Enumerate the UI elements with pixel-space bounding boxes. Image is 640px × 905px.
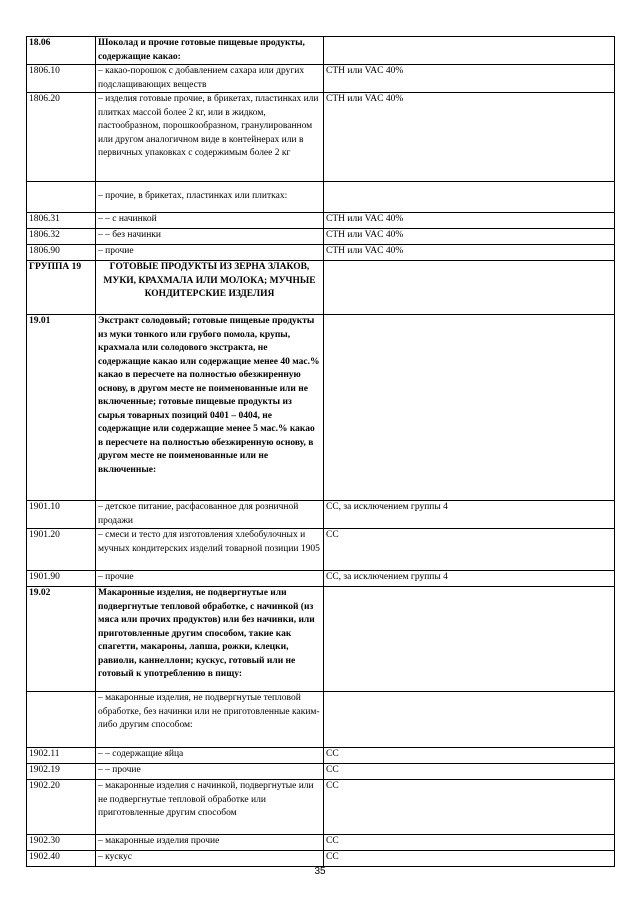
- table-row: [27, 37, 615, 65]
- origin-rule: СТН или VAC 40%: [324, 93, 615, 182]
- table-row: [27, 65, 615, 93]
- origin-rule: [324, 182, 615, 213]
- subheading-description: – макаронные изделия прочие: [96, 835, 324, 851]
- table-row: [27, 529, 615, 571]
- subheading-code: 1901.10: [27, 501, 96, 529]
- table-row: [27, 692, 615, 748]
- subheading-description: – – с начинкой: [96, 213, 324, 229]
- subheading-code: 1901.90: [27, 571, 96, 587]
- heading-code: 18.06: [27, 37, 96, 65]
- subheading-description: – смеси и тесто для изготовления хлебобулочных и мучных кондитерских изделий товарной позиции 1905: [96, 529, 324, 571]
- group-title: ГОТОВЫЕ ПРОДУКТЫ ИЗ ЗЕРНА ЗЛАКОВ, МУКИ, КРАХМАЛА ИЛИ МОЛОКА; МУЧНЫЕ КОНДИТЕРСКИЕ ИЗДЕЛИЯ: [96, 261, 324, 315]
- subheading-code: 1806.10: [27, 65, 96, 93]
- subheading-description: – прочие: [96, 571, 324, 587]
- heading-description: Экстракт солодовый; готовые пищевые продукты из муки тонкого или грубого помола, крупы, крахмала или солодового экстракта, не содержащие какао или содержащие менее 40 мас.% какао в пересчете на полностью обезжиренную основу, в другом месте не поименованные или не включенные; готовые пищевые продукты из сырья товарных позиций 0401 – 0404, не содержащие или содержащие менее 5 мас.% какао в пересчете на полностью обезжиренную основу, в другом месте не поименованные или не включенные:: [96, 315, 324, 501]
- subheading-description: – какао-порошок с добавлением сахара или других подслащивающих веществ: [96, 65, 324, 93]
- table-row: [27, 245, 615, 261]
- subheading-code: 1901.20: [27, 529, 96, 571]
- heading-code: 19.01: [27, 315, 96, 501]
- table-row: [27, 315, 615, 501]
- origin-rule: [324, 37, 615, 65]
- subheading-description: – – прочие: [96, 764, 324, 780]
- subheading-description: – изделия готовые прочие, в брикетах, пластинках или плитках массой более 2 кг, или в жидком, пастообразном, порошкообразном, гранулированном или другом аналогичном виде в контейнерах или в первичных упаковках с содержимым более 2 кг: [96, 93, 324, 182]
- subheading-description: – прочие, в брикетах, пластинках или плитках:: [96, 182, 324, 213]
- subheading-description: – детское питание, расфасованное для розничной продажи: [96, 501, 324, 529]
- subheading-code: 1902.30: [27, 835, 96, 851]
- table-row: [27, 182, 615, 213]
- subheading-description: – – содержащие яйца: [96, 748, 324, 764]
- subheading-code: 1806.20: [27, 93, 96, 182]
- subheading-code: [27, 692, 96, 748]
- origin-rule: СС, за исключением группы 4: [324, 501, 615, 529]
- table-row: [27, 261, 615, 315]
- subheading-description: – прочие: [96, 245, 324, 261]
- table-row: [27, 851, 615, 867]
- origin-rule: [324, 261, 615, 315]
- table-row: [27, 213, 615, 229]
- subheading-code: 1806.31: [27, 213, 96, 229]
- origin-rule: СС: [324, 780, 615, 835]
- group-code: ГРУППА 19: [27, 261, 96, 315]
- origin-rule: СТН или VAC 40%: [324, 213, 615, 229]
- origin-rule: СС: [324, 835, 615, 851]
- origin-rule: СС: [324, 748, 615, 764]
- heading-description: Шоколад и прочие готовые пищевые продукты, содержащие какао:: [96, 37, 324, 65]
- table-row: [27, 587, 615, 692]
- table-row: [27, 93, 615, 182]
- origin-rule: СС, за исключением группы 4: [324, 571, 615, 587]
- origin-rule: [324, 587, 615, 692]
- subheading-description: – макаронные изделия, не подвергнутые тепловой обработке, без начинки или не приготовленные каким-либо другим способом:: [96, 692, 324, 748]
- origin-rule: СТН или VAC 40%: [324, 65, 615, 93]
- subheading-description: – – без начинки: [96, 229, 324, 245]
- subheading-code: 1806.90: [27, 245, 96, 261]
- subheading-code: 1902.40: [27, 851, 96, 867]
- tariff-table: [26, 36, 615, 867]
- page-number: 35: [314, 866, 326, 877]
- table-row: [27, 780, 615, 835]
- table-row: [27, 748, 615, 764]
- table-row: [27, 501, 615, 529]
- subheading-code: [27, 182, 96, 213]
- table-row: [27, 835, 615, 851]
- subheading-description: – кускус: [96, 851, 324, 867]
- subheading-code: 1902.19: [27, 764, 96, 780]
- heading-description: Макаронные изделия, не подвергнутые или подвергнутые тепловой обработке, с начинкой (из мяса или прочих продуктов) или без начинки, или приготовленные другим способом, такие как спагетти, макароны, лапша, рожки, клецки, равиоли, каннеллони; кускус, готовый или не готовый к употреблению в пищу:: [96, 587, 324, 692]
- origin-rule: СС: [324, 529, 615, 571]
- table-row: [27, 571, 615, 587]
- subheading-description: – макаронные изделия с начинкой, подвергнутые или не подвергнутые тепловой обработке или приготовленные другим способом: [96, 780, 324, 835]
- origin-rule: СТН или VAC 40%: [324, 245, 615, 261]
- origin-rule: [324, 315, 615, 501]
- heading-code: 19.02: [27, 587, 96, 692]
- origin-rule: СТН или VAC 40%: [324, 229, 615, 245]
- table-row: [27, 229, 615, 245]
- origin-rule: СС: [324, 851, 615, 867]
- origin-rule: СС: [324, 764, 615, 780]
- subheading-code: 1902.11: [27, 748, 96, 764]
- origin-rule: [324, 692, 615, 748]
- subheading-code: 1902.20: [27, 780, 96, 835]
- table-row: [27, 764, 615, 780]
- subheading-code: 1806.32: [27, 229, 96, 245]
